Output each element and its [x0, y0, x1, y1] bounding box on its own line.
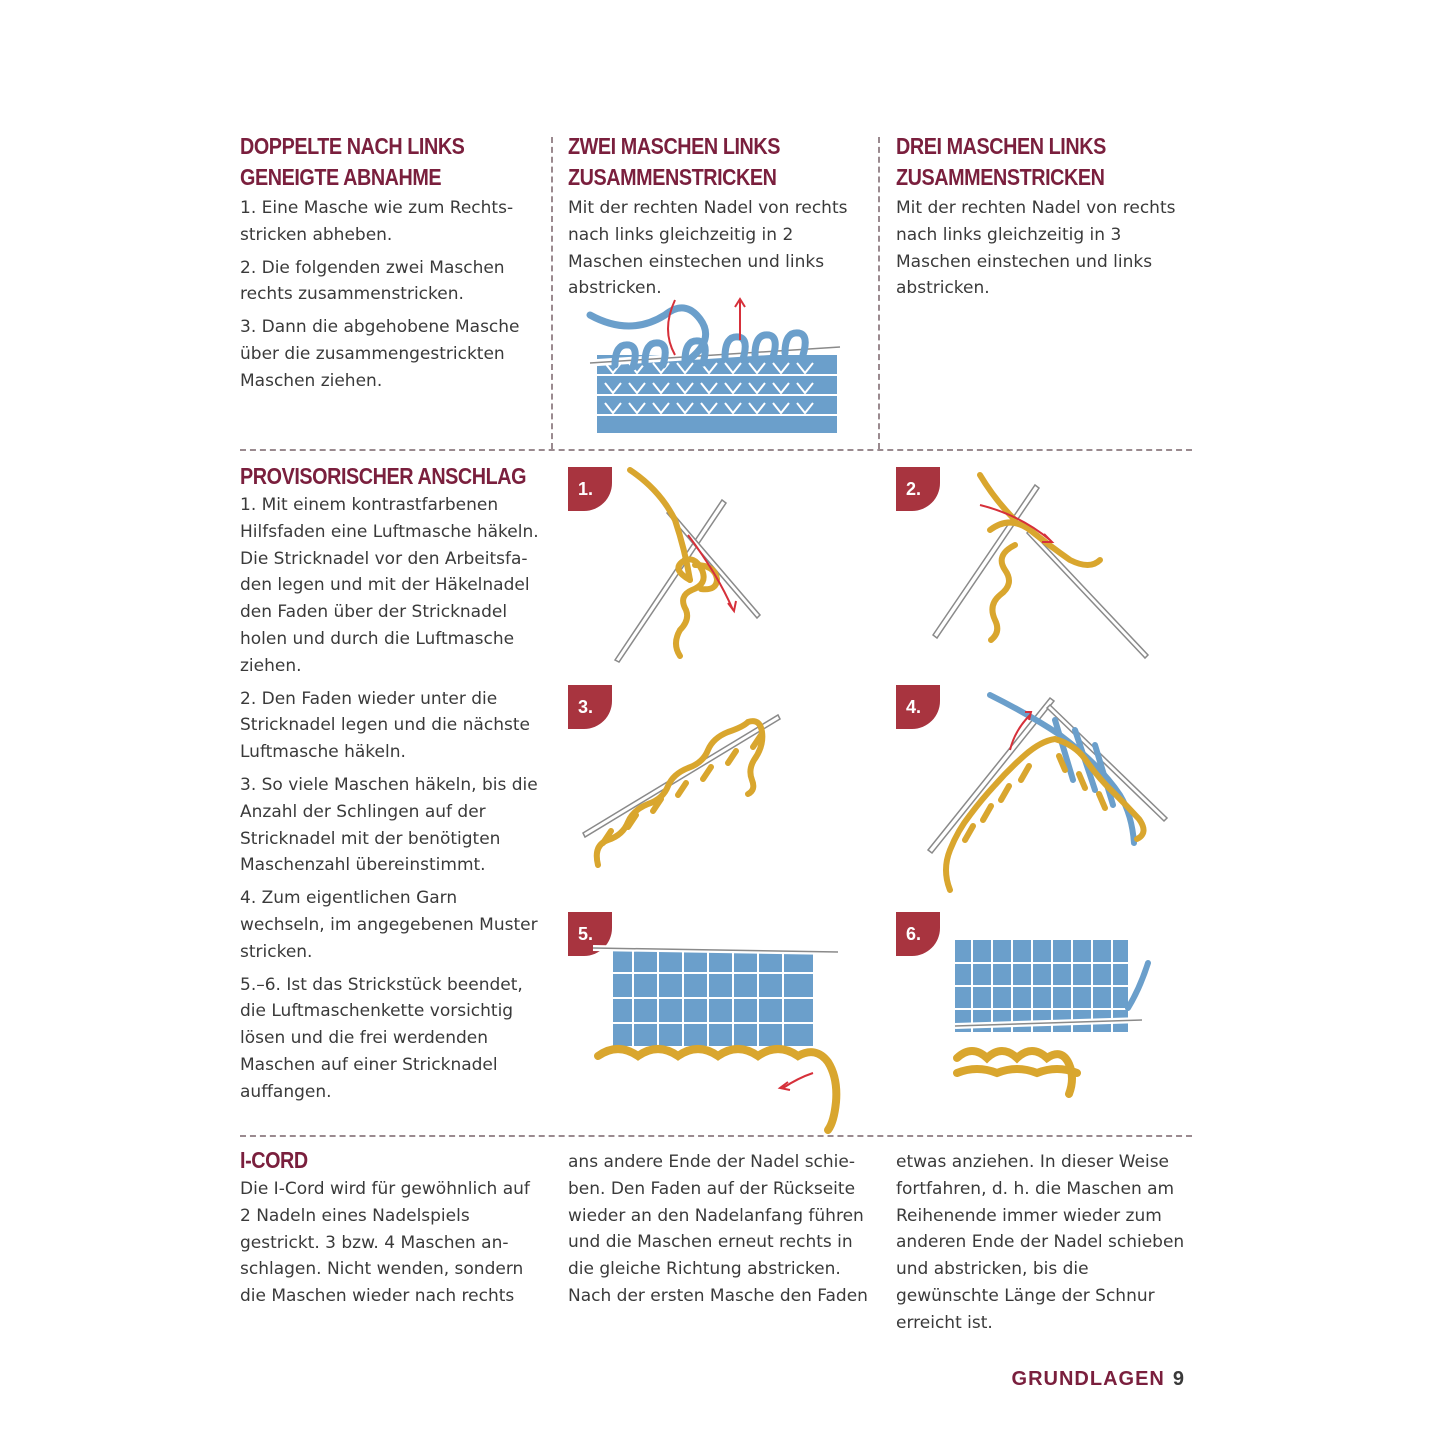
paragraph: ans andere Ende der Nadel schieben. Den Faden auf der Rückseite wieder an den Nadelanfang führen und die Maschen erneut rechts in die gleiche Richtung abstricken. Nach der ersten Masche den Faden [568, 1152, 868, 1306]
heading-icord: I-CORD [240, 1147, 308, 1173]
heading-drei-line2: ZUSAMMENSTRICKEN [896, 164, 1105, 190]
heading-zwei-line1: ZWEI MASCHEN LINKS [568, 133, 781, 159]
heading-doppelte-line1: DOPPELTE NACH LINKS [240, 133, 465, 159]
section-zwei [568, 131, 864, 302]
paragraph: 2. Die folgenden zwei Maschen rechts zusammenstricken. [240, 257, 505, 305]
paragraph: 2. Den Faden wieder unter die Stricknadel legen und die nächste Luftmasche häkeln. [240, 688, 530, 763]
footer-section-label: GRUNDLAGEN [1011, 1368, 1165, 1390]
divider-horizontal [240, 1135, 1192, 1137]
provisional-cast-on-step4-illustration [925, 690, 1170, 895]
paragraph: etwas anziehen. In dieser Weise fortfahren, d. h. die Maschen am Reihenende immer wieder zum anderen Ende der Nadel schieben und abstricken, bis die gewünschte Länge der Schnur erreicht ist. [896, 1152, 1185, 1333]
page-number: 9 [1172, 1368, 1185, 1390]
section-doppelte [240, 131, 535, 395]
icord-column-2 [568, 1149, 868, 1310]
heading-drei-line1: DREI MASCHEN LINKS [896, 133, 1106, 159]
step-badge-1: 1. [568, 467, 612, 511]
section-provisorisch [240, 461, 540, 1106]
icord-column-3 [896, 1149, 1196, 1337]
step-badge-6: 6. [896, 912, 940, 956]
paragraph: Mit der rechten Nadel von rechts nach links gleichzeitig in 2 Maschen einstechen und links abstricken. [568, 198, 848, 299]
heading-zwei-line2: ZUSAMMENSTRICKEN [568, 164, 777, 190]
provisional-cast-on-step5-illustration [588, 938, 843, 1108]
paragraph: 3. Dann die abgehobene Masche über die zusammengestrickten Maschen ziehen. [240, 317, 520, 391]
divider-vertical [551, 137, 553, 449]
paragraph: 3. So viele Maschen häkeln, bis die Anzahl der Schlingen auf der Stricknadel mit der benötigten Maschenzahl übereinstimmt. [240, 774, 538, 876]
paragraph: Mit der rechten Nadel von rechts nach links gleichzeitig in 3 Maschen einstechen und links abstricken. [896, 198, 1176, 299]
page-footer [1012, 1368, 1185, 1391]
paragraph: 1. Eine Masche wie zum Rechtsstricken abheben. [240, 198, 514, 245]
paragraph: Die I-Cord wird für gewöhnlich auf 2 Nadeln eines Nadelspiels gestrickt. 3 bzw. 4 Maschen anschlagen. Nicht wenden, sondern die Maschen wieder nach rechts [240, 1179, 530, 1307]
heading-provisorisch: PROVISORISCHER ANSCHLAG [240, 463, 527, 489]
step-badge-5: 5. [568, 912, 612, 956]
heading-doppelte-line2: GENEIGTE ABNAHME [240, 164, 442, 190]
step-badge-3: 3. [568, 685, 612, 729]
paragraph: 1. Mit einem kontrastfarbenen Hilfsfaden eine Luftmasche häkeln. Die Stricknadel vor den Arbeitsfaden legen und mit der Häkelnadel den Faden über der Stricknadel holen und durch die Luftmasche ziehen. [240, 495, 539, 676]
provisional-cast-on-step3-illustration [578, 705, 788, 875]
section-drei [896, 131, 1192, 302]
provisional-cast-on-step2-illustration [930, 470, 1150, 660]
section-icord [240, 1145, 536, 1310]
divider-vertical [878, 137, 880, 449]
provisional-cast-on-step6-illustration [952, 938, 1152, 1083]
step-badge-4: 4. [896, 685, 940, 729]
paragraph: 5.–6. Ist das Strickstück beendet, die Luftmaschenkette vorsichtig lösen und die frei werdenden Maschen auf einer Stricknadel auffangen. [240, 974, 523, 1102]
provisional-cast-on-step1-illustration [610, 465, 770, 665]
divider-horizontal [240, 449, 1192, 451]
paragraph: 4. Zum eigentlichen Garn wechseln, im angegebenen Muster stricken. [240, 888, 538, 962]
step-badge-2: 2. [896, 467, 940, 511]
purl-two-together-illustration [585, 285, 845, 440]
